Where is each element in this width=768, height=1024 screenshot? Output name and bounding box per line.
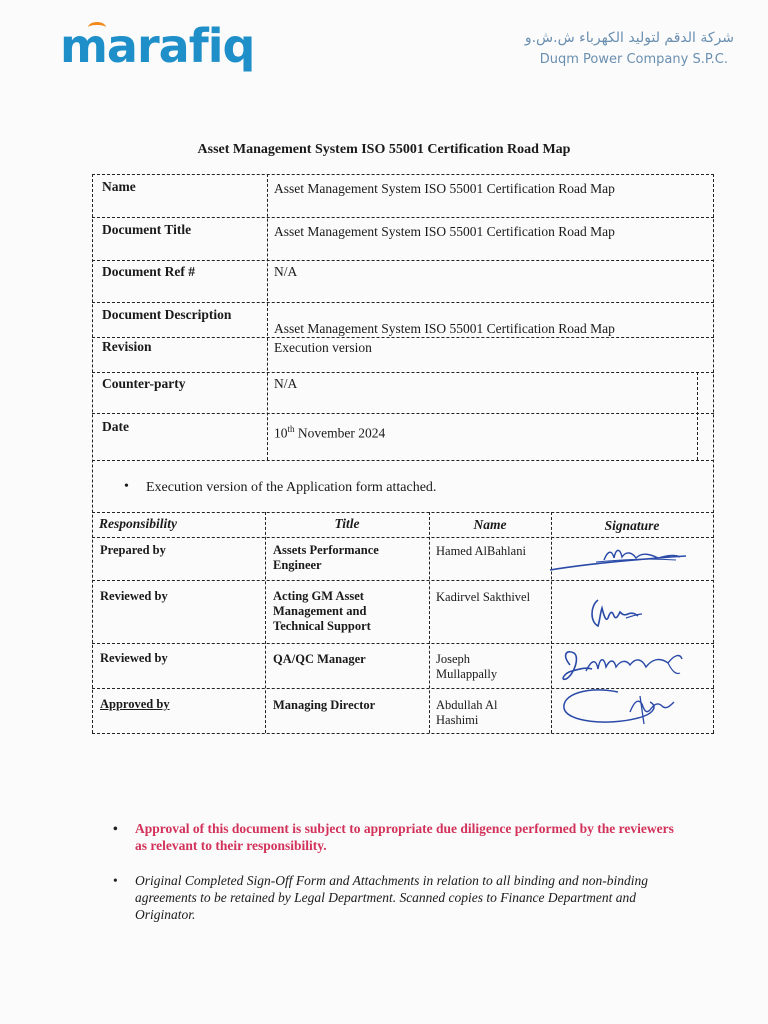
header-name: Name: [473, 517, 507, 532]
field-value-document-description: Asset Management System ISO 55001 Certification Road Map: [274, 321, 615, 336]
name-line: Hashimi: [436, 713, 479, 727]
row-divider: [92, 260, 714, 261]
signature-approved-by: [558, 684, 688, 730]
date-suffix: th: [287, 424, 295, 434]
row-divider: [92, 372, 714, 373]
row-divider: [92, 337, 714, 338]
row-divider: [92, 302, 714, 303]
company-name-english: Duqm Power Company S.P.C.: [539, 52, 728, 67]
name-cell: Kadirvel Sakthivel: [436, 590, 531, 604]
table-border-left: [92, 174, 93, 733]
field-value-name: Asset Management System ISO 55001 Certification Road Map: [274, 181, 615, 196]
name-line: Joseph: [436, 652, 471, 666]
approval-note-text: Approval of this document is subject to appropriate due diligence performed by the reviewers as relevant to their responsibility.: [135, 821, 674, 853]
title-line: Acting GM Asset: [273, 589, 364, 603]
name-line: Abdullah Al: [436, 698, 498, 712]
field-label-revision: Revision: [102, 339, 152, 354]
responsibility-approved-by: Approved by: [100, 697, 170, 711]
row-divider: [92, 512, 714, 513]
header-title: Title: [334, 516, 360, 531]
field-label-document-title: Document Title: [102, 222, 192, 237]
page-title: Asset Management System ISO 55001 Certification Road Map: [197, 142, 571, 157]
field-label-date: Date: [102, 419, 129, 434]
attachment-note: Execution version of the Application form attached.: [146, 480, 437, 495]
signature-reviewer-2: [556, 645, 696, 689]
field-label-document-ref: Document Ref #: [102, 264, 195, 279]
title-line: Assets Performance: [273, 543, 379, 557]
field-label-document-description: Document Description: [102, 307, 232, 322]
column-divider: [267, 174, 268, 460]
bullet: •: [113, 821, 118, 836]
approval-note: [113, 820, 683, 854]
row-divider: [92, 580, 714, 581]
company-name-arabic: شركة الدقم لتوليد الكهرباء ش.ش.و: [524, 30, 734, 46]
table-border-top: [92, 174, 714, 175]
title-cell: Managing Director: [273, 698, 376, 712]
field-value-counter-party: N/A: [274, 376, 298, 391]
column-divider: [697, 372, 698, 460]
name-cell: [436, 698, 497, 728]
row-divider: [92, 537, 714, 538]
retention-note-text: Original Completed Sign-Off Form and Attachments in relation to all binding and non-binding agreements to be retained by Legal Department. Scanned copies to Finance Department and Originator.: [135, 873, 648, 922]
responsibility-prepared-by: Prepared by: [100, 543, 166, 557]
title-line: Engineer: [273, 558, 322, 572]
header-signature: Signature: [604, 518, 660, 533]
row-divider: [92, 460, 714, 461]
row-divider: [92, 413, 714, 414]
logo-accent-mark: [88, 22, 106, 33]
title-cell: QA/QC Manager: [273, 652, 366, 666]
table-border-bottom: [92, 733, 714, 734]
signature-prepared-by: [546, 542, 696, 576]
date-day: 10: [274, 425, 288, 441]
header-responsibility: Responsibility: [99, 516, 178, 531]
retention-note: [113, 872, 683, 923]
field-value-document-ref: N/A: [274, 264, 298, 279]
title-line: Technical Support: [273, 619, 371, 633]
responsibility-reviewed-by: Reviewed by: [100, 651, 168, 665]
date-rest: November 2024: [294, 425, 386, 441]
field-label-name: Name: [102, 179, 136, 194]
name-cell: Hamed AlBahlani: [436, 544, 526, 558]
responsibility-reviewed-by: Reviewed by: [100, 589, 168, 603]
field-value-date: [274, 421, 385, 442]
table-border-right: [713, 174, 714, 733]
name-cell: [436, 652, 497, 682]
field-label-counter-party: Counter-party: [102, 376, 186, 391]
name-line: Mullappally: [436, 667, 498, 681]
logo-wordmark: marafiq: [60, 19, 255, 73]
row-divider: [92, 217, 714, 218]
title-cell: [273, 543, 379, 573]
title-line: Management and: [273, 604, 367, 618]
field-value-revision: Execution version: [274, 340, 372, 355]
bullet: •: [113, 873, 118, 888]
field-value-document-title: Asset Management System ISO 55001 Certification Road Map: [274, 224, 615, 239]
column-divider: [429, 512, 430, 733]
attachment-bullet: •: [124, 479, 129, 494]
row-divider: [92, 643, 714, 644]
title-cell: [273, 589, 371, 634]
signature-reviewer-1: [586, 592, 646, 632]
column-divider: [265, 512, 266, 733]
